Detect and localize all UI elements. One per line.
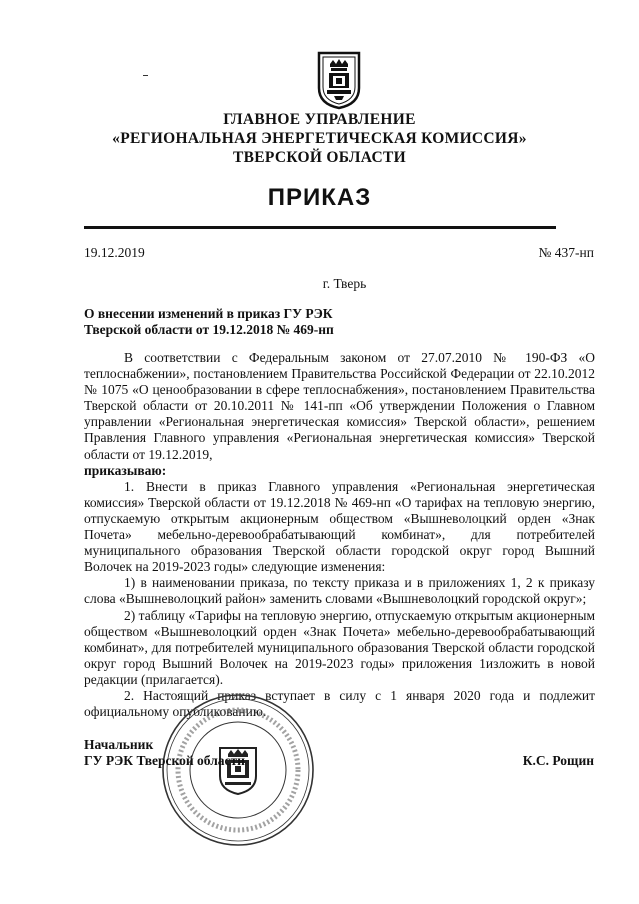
scan-artifact-mark (143, 75, 148, 76)
signatory-name: К.С. Рощин (522, 753, 594, 768)
document-body (84, 350, 595, 720)
document-city: г. Тверь (322, 276, 367, 291)
header-divider (84, 226, 556, 229)
org-name-line-2: «РЕГИОНАЛЬНАЯ ЭНЕРГЕТИЧЕСКАЯ КОМИССИЯ» (112, 130, 527, 147)
official-seal-icon (160, 692, 316, 848)
signatory-title-line-2: ГУ РЭК Тверской области (84, 753, 245, 768)
document-subject (84, 306, 384, 338)
item-1-1-paragraph: 1) в наименовании приказа, по тексту приказа и в приложениях 1, 2 к приказу слова «Вышневолоцкий район» заменить словами «Вышневолоцкий городской округ»; (84, 575, 595, 607)
document-type-title: ПРИКАЗ (267, 184, 372, 211)
subject-line-1: О внесении изменений в приказ ГУ РЭК (84, 306, 333, 321)
org-name-line-1: ГЛАВНОЕ УПРАВЛЕНИЕ (223, 111, 416, 128)
preamble-paragraph: В соответствии с Федеральным законом от 27.07.2010 № 190-ФЗ «О теплоснабжении», постановлением Правительства Российской Федерации от 22.10.2012 № 1075 «О ценообразовании в сфере теплоснабжения», постановлением Правительства Тверской области от 20.10.2011 № 141-пп «Об утверждении Положения о Главном управлении «Региональная энергетическая комиссия» Тверской области», решением Правления Главного управления «Региональная энергетическая комиссия» Тверской области от 19.12.2019, (84, 350, 595, 462)
document-date: 19.12.2019 (84, 245, 145, 260)
org-name-line-3: ТВЕРСКОЙ ОБЛАСТИ (233, 149, 406, 166)
subject-line-2: Тверской области от 19.12.2018 № 469-нп (84, 322, 334, 337)
coat-of-arms-icon (316, 50, 362, 110)
signatory-title-line-1: Начальник (84, 737, 154, 752)
item-2-paragraph: 2. Настоящий приказ вступает в силу с 1 января 2020 года и подлежит официальному опубликованию. (84, 687, 595, 720)
document-number: № 437-нп (538, 245, 594, 260)
item-1-paragraph: 1. Внести в приказ Главного управления «Региональная энергетическая комиссия» Тверской области от 19.12.2018 № 469-нп «О тарифах на тепловую энергию, отпускаемую открытым акционерным обществом «Вышневолоцкий орден «Знак Почета» мебельно-деревообрабатывающий комбинат», для потребителей муниципального образования Тверской области городской округ город Вышний Волочек на 2019-2023 годы» следующие изменения: (84, 478, 595, 575)
order-word: приказываю: (84, 462, 167, 478)
signatory-title (84, 737, 245, 769)
item-1-2-paragraph: 2) таблицу «Тарифы на тепловую энергию, отпускаемую открытым акционерным обществом «Вышневолоцкий орден «Знак Почета» мебельно-деревообрабатывающий комбинат», для потребителей муниципального образования Тверской области городской округ город Вышний Волочек на 2019-2023 годы» приложения 1изложить в новой редакции (прилагается). (84, 607, 595, 687)
